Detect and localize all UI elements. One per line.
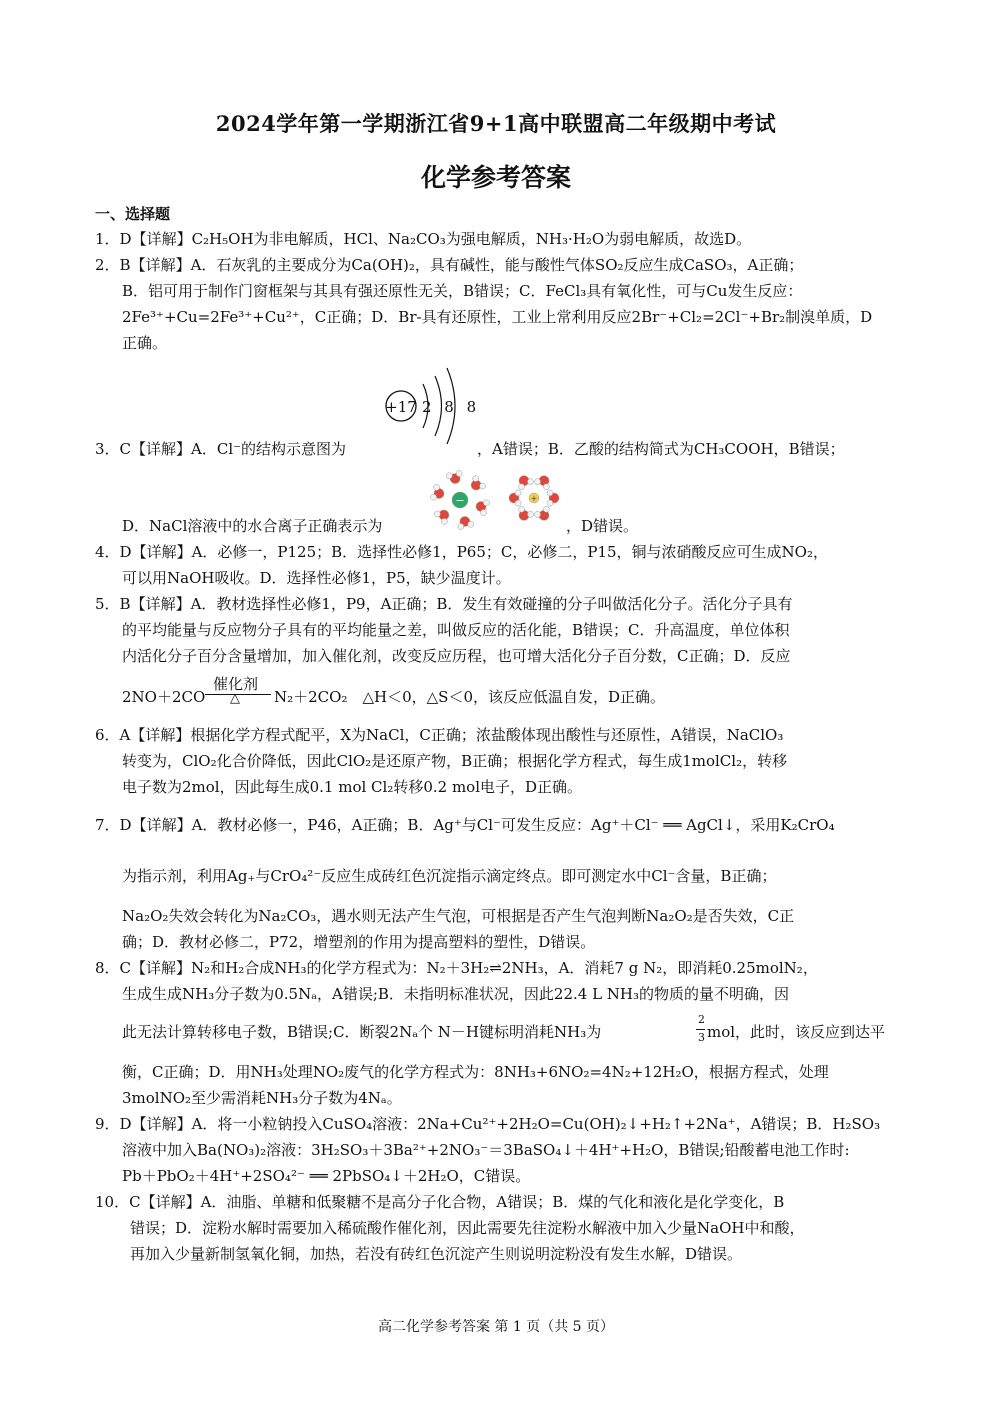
q8-fraction-denominator: 3 xyxy=(698,1031,705,1044)
q9-line3: Pb＋PbO₂＋4H⁺+2SO₄²⁻ ══ 2PbSO₄↓＋2H₂O，C错误。 xyxy=(122,1167,531,1185)
hydrogen-atom xyxy=(456,470,462,476)
hydrogen-atom xyxy=(527,479,533,485)
q10-line1: 10．C【详解】A．油脂、单糖和低聚糖不是高分子化合物，A错误；B．煤的气化和液化是化学变化，B xyxy=(95,1193,785,1211)
q8-line3b: mol，此时，该反应到达平 xyxy=(707,1023,886,1041)
q5-eq-left: 2NO＋2CO xyxy=(122,688,206,706)
q5-eq-catalyst: 催化剂 xyxy=(213,675,259,693)
q3-line2a: D．NaCl溶液中的水合离子正确表示为 xyxy=(122,517,383,535)
hydrogen-atom xyxy=(446,473,452,479)
q10-line2: 错误；D．淀粉水解时需要加入稀硫酸作催化剂，因此需要先往淀粉水解液中加入少量NaOH中和酸， xyxy=(130,1219,805,1237)
hydrogen-atom xyxy=(431,494,437,500)
hydrogen-atom xyxy=(458,524,464,530)
q7-line3: Na₂O₂失效会转化为Na₂CO₃，遇水则无法产生气泡，可根据是否产生气泡判断Na₂O₂是否失效，C正 xyxy=(122,907,795,925)
hydrogen-atom xyxy=(515,490,521,496)
hydrogen-atom xyxy=(535,479,541,485)
q1-text: 1．D【详解】C₂H₅OH为非电解质，HCl、Na₂CO₃为强电解质，NH₃·H₂O为弱电解质，故选D。 xyxy=(95,230,752,248)
hydrogen-atom xyxy=(535,511,541,517)
hydrogen-atom xyxy=(473,476,479,482)
q2-line4: 正确。 xyxy=(122,334,168,352)
q9-line1: 9．D【详解】A．将一小粒钠投入CuSO₄溶液：2Na+Cu²⁺+2H₂O=Cu(OH)₂↓+H₂↑+2Na⁺，A错误；B．H₂SO₃ xyxy=(95,1115,881,1133)
hydrogen-atom xyxy=(483,500,489,506)
q4-line1: 4．D【详解】A．必修一，P125；B．选择性必修1，P65；C，必修二，P15，铜与浓硝酸反应可生成NO₂， xyxy=(95,543,828,561)
q10-line3: 再加入少量新制氢氧化铜，加热，若没有砖红色沉淀产生则说明淀粉没有发生水解，D错误。 xyxy=(130,1245,743,1263)
q8-fraction-numerator: 2 xyxy=(698,1013,705,1026)
page-subtitle: 化学参考答案 xyxy=(420,163,571,192)
q8-line3a: 此无法计算转移电子数，B错误;C．断裂2Nₐ个 N－H键标明消耗NH₃为 xyxy=(122,1023,602,1041)
hydrogen-atom xyxy=(434,511,440,517)
hydrogen-atom xyxy=(527,511,533,517)
q5-line3: 内活化分子百分含量增加，加入催化剂，改变反应历程，也可增大活化分子百分数，C正确；D．反应 xyxy=(122,647,791,665)
q5-eq-heat: △ xyxy=(230,691,240,706)
hydrogen-atom xyxy=(468,521,474,527)
q7-line2: 为指示剂，利用Ag₊与CrO₄²⁻反应生成砖红色沉淀指示滴定终点。即可测定水中Cl⁻含量，B正确； xyxy=(122,867,777,885)
q3-line1b: ，A错误；B．乙酸的结构简式为CH₃COOH，B错误； xyxy=(477,440,845,458)
q5-line1: 5．B【详解】A．教材选择性必修1，P9，A正确；B．发生有效碰撞的分子叫做活化分子。活化分子具有 xyxy=(95,595,793,613)
q7-line4: 确；D．教材必修二，P72，增塑剂的作用为提高塑料的塑性，D错误。 xyxy=(122,933,596,951)
hydrogen-atom xyxy=(515,500,521,506)
q5-eq-right: N₂＋2CO₂ △H＜0，△S＜0，该反应低温自发，D正确。 xyxy=(274,688,666,706)
minus-sign: − xyxy=(455,494,465,507)
q8-line2: 生成生成NH₃分子数为0.5Nₐ，A错误;B．未指明标准状况，因此22.4 L NH₃的物质的量不明确，因 xyxy=(122,985,790,1003)
q2-line2: B．铝可用于制作门窗框架与其具有强还原性无关，B错误；C．FeCl₃具有氧化性，可与Cu发生反应： xyxy=(122,282,803,300)
plus-sign: + xyxy=(530,494,538,503)
q8-line5: 3molNO₂至少需消耗NH₃分子数为4Nₐ。 xyxy=(122,1089,402,1107)
atom-nucleus-charge: +17 xyxy=(385,398,417,416)
q8-fraction-bar xyxy=(696,1029,705,1030)
q6-line3: 电子数为2mol，因此每生成0.1 mol Cl₂转移0.2 mol电子，D正确。 xyxy=(122,778,583,796)
hydrogen-atom xyxy=(519,506,525,512)
q8-line4: 衡，C正确；D．用NH₃处理NO₂废气的化学方程式为：8NH₃+6NO₂=4N₂+12H₂O，根据方程式，处理 xyxy=(122,1063,829,1081)
q2-line1: 2．B【详解】A．石灰乳的主要成分为Ca(OH)₂，具有碱性，能与酸性气体SO₂反应生成CaSO₃，A正确； xyxy=(95,256,804,274)
q4-line2: 可以用NaOH吸收。D．选择性必修1，P5，缺少温度计。 xyxy=(122,569,511,587)
q5-line2: 的平均能量与反应物分子具有的平均能量之差，叫做反应的活化能，B错误；C．升高温度，单位体积 xyxy=(122,621,790,639)
q7-line1: 7．D【详解】A．教材必修一，P46，A正确；B．Ag⁺与Cl⁻可发生反应：Ag⁺＋Cl⁻ ══ AgCl↓，采用K₂CrO₄ xyxy=(95,816,835,834)
q8-line1: 8．C【详解】N₂和H₂合成NH₃的化学方程式为：N₂＋3H₂⇌2NH₃，A．消耗7 g N₂，即消耗0.25molN₂， xyxy=(95,959,818,977)
hydrogen-atom xyxy=(434,484,440,490)
hydrogen-atom xyxy=(480,510,486,516)
page-title: 2024学年第一学期浙江省9+1高中联盟高二年级期中考试 xyxy=(215,111,777,136)
q3-line1a: 3．C【详解】A．Cl⁻的结构示意图为 xyxy=(95,440,347,458)
q6-line2: 转变为，ClO₂化合价降低，因此ClO₂是还原产物，B正确；根据化学方程式，每生成1molCl₂，转移 xyxy=(122,752,788,770)
hydrogen-atom xyxy=(519,484,525,490)
q3-line2b: ，D错误。 xyxy=(566,517,639,535)
atom-shell-electrons: 2 8 8 xyxy=(422,398,481,416)
hydrogen-atom xyxy=(543,506,549,512)
hydrogen-atom xyxy=(543,484,549,490)
hydrogen-atom xyxy=(441,518,447,524)
hydrated-ions-diagram xyxy=(424,466,564,532)
q2-line3: 2Fe³⁺+Cu=2Fe³⁺+Cu²⁺，C正确；D．Br-具有还原性，工业上常利用反应2Br⁻+Cl₂=2Cl⁻+Br₂制溴单质，D xyxy=(122,308,873,326)
q9-line2: 溶液中加入Ba(NO₃)₂溶液：3H₂SO₃＋3Ba²⁺+2NO₃⁻＝3BaSO₄↓＋4H⁺+H₂O，B错误;铅酸蓄电池工作时: xyxy=(122,1141,850,1159)
page-footer: 高二化学参考答案 第 1 页（共 5 页） xyxy=(377,1319,615,1335)
hydrogen-atom xyxy=(547,500,553,506)
section-heading: 一、选择题 xyxy=(95,205,171,223)
hydrogen-atom xyxy=(480,483,486,489)
q6-line1: 6．A【详解】根据化学方程式配平，X为NaCl，C正确；浓盐酸体现出酸性与还原性，A错误，NaClO₃ xyxy=(95,726,784,744)
hydrogen-atom xyxy=(547,490,553,496)
